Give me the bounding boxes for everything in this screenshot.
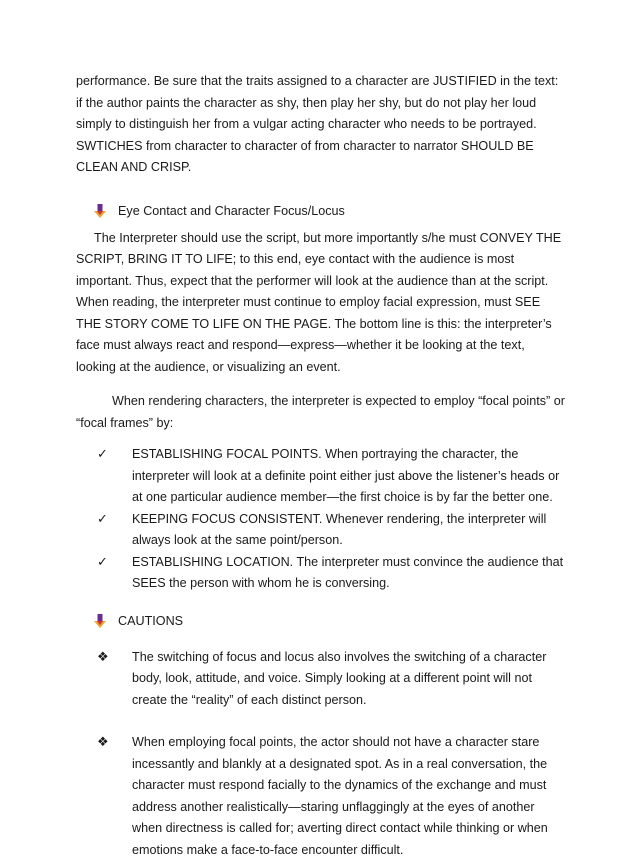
diamond-star-icon: ❖ [97,647,109,669]
checkmark-icon: ✓ [97,509,108,531]
list-item [94,647,566,712]
list-item-text: When employing focal points, the actor should not have a character stare incessantly and blankly at a designated spot. As in a real conversation, the character must respond facially to the dynamics of the exchange and must address another realistically—staring unflaggingly at the eyes of another when directness is called for; averting direct contact while thinking or when emotions make a face-to-face encounter difficult. [132,735,548,857]
checkmark-icon: ✓ [97,552,108,574]
intro-paragraph: performance. Be sure that the traits assigned to a character are JUSTIFIED in the text: if the author paints the character as shy, then play her shy, but do not play her loud simply to distinguish her from a vulgar acting character who needs to be portrayed. SWTICHES from character to character of from character to narrator SHOULD BE CLEAN AND CRISP. [76,0,566,179]
down-arrow-icon [94,614,106,628]
down-arrow-icon [94,204,106,218]
diamond-star-icon: ❖ [97,732,109,754]
heading-cautions [94,610,566,632]
interpreter-paragraph: The Interpreter should use the script, but more importantly s/he must CONVEY THE SCRIPT, BRING IT TO LIFE; to this end, eye contact with the audience is most important. Thus, expect that the performer will look at the audience than at the script. When reading, the interpreter must continue to employ facial expression, must SEE THE STORY COME TO LIFE ON THE PAGE. The bottom line is this: the interpreter’s face must always react and respond—express—whether it be looking at the text, looking at the audience, or visualizing an event. [76,228,566,379]
list-item [94,732,566,861]
cautions-list [76,647,566,861]
list-item [94,509,566,552]
list-item-text: KEEPING FOCUS CONSISTENT. Whenever rendering, the interpreter will always look at the same point/person. [132,512,546,548]
checkmark-icon: ✓ [97,444,108,466]
rendering-paragraph: When rendering characters, the interpreter is expected to employ “focal points” or “focal frames” by: [76,391,566,434]
list-item-text: The switching of focus and locus also involves the switching of a character body, look, attitude, and voice. Simply looking at a different point will not create the “reality” of each distinct person. [132,650,546,707]
list-item-text: ESTABLISHING LOCATION. The interpreter must convince the audience that SEES the person with whom he is conversing. [132,555,563,591]
heading-eye-contact [94,200,566,222]
list-item [94,444,566,509]
list-item-text: ESTABLISHING FOCAL POINTS. When portraying the character, the interpreter will look at a definite point either just above the listener’s heads or at one particular audience member—the first choice is by far the better one. [132,447,559,504]
list-item [94,552,566,595]
focal-points-list [76,444,566,595]
heading-cautions-label: CAUTIONS [118,614,183,628]
heading-eye-contact-label: Eye Contact and Character Focus/Locus [118,204,345,218]
